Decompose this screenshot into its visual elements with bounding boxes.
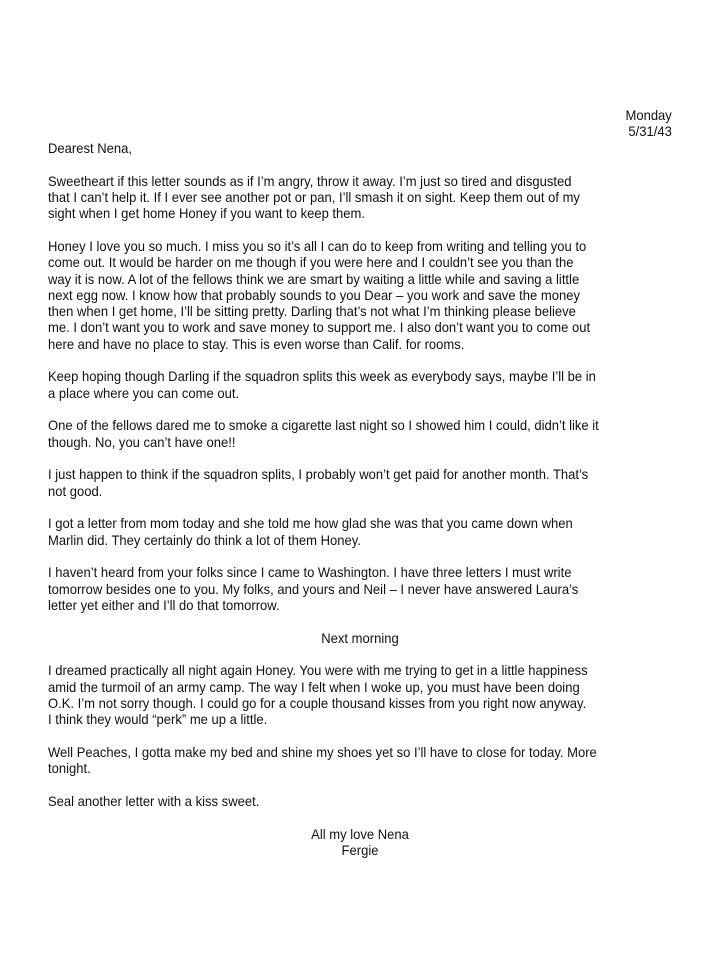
paragraph <box>48 793 688 809</box>
section-heading <box>48 630 672 646</box>
letter-date <box>622 107 672 140</box>
date-day: Monday <box>625 107 672 123</box>
paragraph-line: amid the turmoil of an army camp. The way I felt when I woke up, you must have been doing <box>48 678 580 695</box>
paragraph <box>48 368 688 401</box>
paragraph-line: though. No, you can’t have one!! <box>48 433 236 450</box>
paragraph-line: letter yet either and I’ll do that tomorrow. <box>48 596 280 613</box>
paragraph <box>48 744 688 777</box>
paragraph-line: I haven’t heard from your folks since I came to Washington. I have three letters I must write <box>48 564 572 581</box>
paragraph <box>48 238 688 352</box>
paragraph-line: me. I don’t want you to work and save money to support me. I also don’t want you to come out <box>48 319 591 336</box>
paragraph-line: Marlin did. They certainly do think a lot of them Honey. <box>48 531 361 548</box>
paragraph-line: One of the fellows dared me to smoke a cigarette last night so I showed him I could, didn’t like it <box>48 417 599 434</box>
paragraph <box>48 564 688 613</box>
salutation-text: Dearest Nena, <box>48 140 132 156</box>
paragraph-line: Keep hoping though Darling if the squadron splits this week as everybody says, maybe I’ll be in <box>48 368 596 385</box>
paragraph-line: I think they would “perk” me up a little. <box>48 711 268 728</box>
paragraph-line: way it is now. A lot of the fellows think we are smart by waiting a little while and saving a little <box>48 270 580 287</box>
paragraph-line: here and have no place to stay. This is even worse than Calif. for rooms. <box>48 335 465 352</box>
closing <box>48 826 672 859</box>
paragraph-line: then when I get home, I’ll be sitting pretty. Darling that’s not what I’m thinking please believe <box>48 303 576 320</box>
closing-line: All my love Nena <box>311 825 409 842</box>
paragraph-line: Well Peaches, I gotta make my bed and shine my shoes yet so I’ll have to close for today. More <box>48 743 597 760</box>
paragraph-line: I dreamed practically all night again Honey. You were with me trying to get in a little happiness <box>48 662 588 679</box>
paragraph-line: Sweetheart if this letter sounds as if I’m angry, throw it away. I’m just so tired and disgusted <box>48 172 572 189</box>
paragraph-line: come out. It would be harder on me though if you were here and I couldn’t see you than the <box>48 254 574 271</box>
paragraph-line: not good. <box>48 482 103 499</box>
paragraph-line: Seal another letter with a kiss sweet. <box>48 792 260 809</box>
signature: Fergie <box>341 841 379 858</box>
paragraph <box>48 417 688 450</box>
paragraph-line: that I can’t help it. If I ever see another pot or pan, I’ll smash it on sight. Keep them out of my <box>48 188 580 205</box>
paragraph-line: tonight. <box>48 760 91 777</box>
paragraph-line: next egg now. I know how that probably sounds to you Dear – you work and save the money <box>48 286 580 303</box>
paragraph-line: sight when I get home Honey if you want to keep them. <box>48 205 366 222</box>
paragraph-line: O.K. I’m not sorry though. I could go for a couple thousand kisses from you right now anyway. <box>48 694 587 711</box>
paragraph-line: tomorrow besides one to you. My folks, and yours and Neil – I never have answered Laura’s <box>48 580 579 597</box>
paragraph <box>48 515 688 548</box>
paragraph <box>48 173 688 222</box>
date-value: 5/31/43 <box>628 123 672 140</box>
paragraph-line: I just happen to think if the squadron splits, I probably won’t get paid for another month. That’s <box>48 466 589 483</box>
paragraph-line: a place where you can come out. <box>48 384 240 401</box>
salutation <box>48 140 688 156</box>
paragraph <box>48 466 688 499</box>
paragraph-line: I got a letter from mom today and she told me how glad she was that you came down when <box>48 515 573 532</box>
section-heading-text: Next morning <box>321 629 399 646</box>
paragraph-line: Honey I love you so much. I miss you so it’s all I can do to keep from writing and telling you to <box>48 237 587 254</box>
paragraph <box>48 662 688 727</box>
letter-body <box>48 140 688 858</box>
